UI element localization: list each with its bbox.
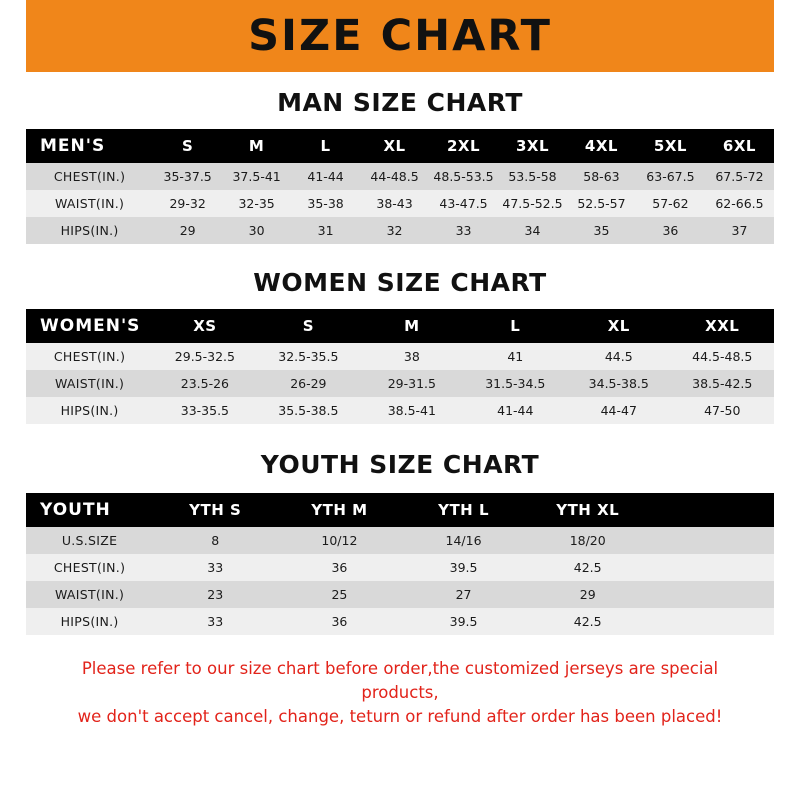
table-cell: 34 <box>498 217 567 244</box>
header-cell: L <box>464 309 567 343</box>
table-row <box>26 217 774 244</box>
table-row <box>26 608 774 635</box>
table-cell: 34.5-38.5 <box>567 370 670 397</box>
table-cell: 53.5-58 <box>498 163 567 190</box>
header-cell: S <box>257 309 360 343</box>
header-cell: M <box>360 309 463 343</box>
table-cell: 44.5 <box>567 343 670 370</box>
table-cell: 8 <box>153 527 277 554</box>
table-row <box>26 370 774 397</box>
header-cell: 2XL <box>429 129 498 163</box>
table-cell: 41-44 <box>464 397 567 424</box>
table-header-row <box>26 129 774 163</box>
table-cell: 39.5 <box>401 554 525 581</box>
table-cell: 32-35 <box>222 190 291 217</box>
table-cell: 36 <box>277 608 401 635</box>
table-cell: 67.5-72 <box>705 163 774 190</box>
header-cell: YTH S <box>153 493 277 527</box>
table-cell: 33 <box>153 608 277 635</box>
page-title: SIZE CHART <box>248 10 552 61</box>
footnote <box>26 657 774 729</box>
table-cell: 44.5-48.5 <box>671 343 775 370</box>
header-cell: YTH XL <box>526 493 650 527</box>
table-cell: 36 <box>277 554 401 581</box>
table-cell: 44-48.5 <box>360 163 429 190</box>
row-label: HIPS(IN.) <box>26 217 153 244</box>
table-row <box>26 190 774 217</box>
header-cell: XS <box>153 309 256 343</box>
header-cell: L <box>291 129 360 163</box>
table-cell: 47.5-52.5 <box>498 190 567 217</box>
table-cell: 29.5-32.5 <box>153 343 256 370</box>
table-cell: 29 <box>526 581 650 608</box>
header-cell: 4XL <box>567 129 636 163</box>
table-cell: 35 <box>567 217 636 244</box>
table-cell: 41-44 <box>291 163 360 190</box>
table-cell: 29 <box>153 217 222 244</box>
table-cell: 23.5-26 <box>153 370 256 397</box>
row-label: HIPS(IN.) <box>26 397 153 424</box>
table-cell: 63-67.5 <box>636 163 705 190</box>
women-size-table <box>26 309 774 424</box>
header-cell: XL <box>567 309 670 343</box>
header-cell: MEN'S <box>26 129 153 163</box>
header-cell: 3XL <box>498 129 567 163</box>
header-cell: YTH L <box>401 493 525 527</box>
table-cell: 41 <box>464 343 567 370</box>
table-cell: 38.5-42.5 <box>671 370 775 397</box>
table-cell: 57-62 <box>636 190 705 217</box>
table-cell: 42.5 <box>526 554 650 581</box>
row-label: CHEST(IN.) <box>26 343 153 370</box>
footnote-line-2: we don't accept cancel, change, teturn or refund after order has been placed! <box>77 706 723 726</box>
section-title-women: WOMEN SIZE CHART <box>253 268 547 297</box>
row-label: CHEST(IN.) <box>26 554 153 581</box>
table-cell: 48.5-53.5 <box>429 163 498 190</box>
table-cell: 14/16 <box>401 527 525 554</box>
table-row <box>26 581 774 608</box>
table-row <box>26 527 774 554</box>
header-cell: S <box>153 129 222 163</box>
header-cell: 6XL <box>705 129 774 163</box>
youth-size-table <box>26 493 774 635</box>
table-cell: 27 <box>401 581 525 608</box>
table-row <box>26 554 774 581</box>
footnote-line-1: Please refer to our size chart before order,the customized jerseys are special products, <box>81 659 719 702</box>
row-label: WAIST(IN.) <box>26 370 153 397</box>
table-cell: 36 <box>636 217 705 244</box>
table-cell: 25 <box>277 581 401 608</box>
row-label: CHEST(IN.) <box>26 163 153 190</box>
header-cell: YTH M <box>277 493 401 527</box>
table-cell: 31 <box>291 217 360 244</box>
table-cell: 37 <box>705 217 774 244</box>
section-title-youth: YOUTH SIZE CHART <box>260 450 540 479</box>
table-cell <box>650 527 774 554</box>
table-cell: 32 <box>360 217 429 244</box>
section-title-man: MAN SIZE CHART <box>277 88 523 117</box>
table-cell: 33-35.5 <box>153 397 256 424</box>
table-cell: 52.5-57 <box>567 190 636 217</box>
page-banner <box>0 0 800 72</box>
table-cell <box>650 554 774 581</box>
row-label: WAIST(IN.) <box>26 581 153 608</box>
table-cell: 62-66.5 <box>705 190 774 217</box>
table-cell: 47-50 <box>671 397 775 424</box>
row-label: U.S.SIZE <box>26 527 153 554</box>
header-cell: 5XL <box>636 129 705 163</box>
table-row <box>26 397 774 424</box>
table-cell: 29-31.5 <box>360 370 463 397</box>
table-row <box>26 163 774 190</box>
table-cell: 35.5-38.5 <box>257 397 360 424</box>
table-row <box>26 343 774 370</box>
table-cell: 23 <box>153 581 277 608</box>
table-cell: 18/20 <box>526 527 650 554</box>
table-cell <box>650 608 774 635</box>
chart-content <box>0 88 800 729</box>
table-cell: 43-47.5 <box>429 190 498 217</box>
table-cell: 29-32 <box>153 190 222 217</box>
table-cell: 58-63 <box>567 163 636 190</box>
table-cell: 37.5-41 <box>222 163 291 190</box>
header-cell <box>650 493 774 527</box>
table-cell: 30 <box>222 217 291 244</box>
table-cell: 35-37.5 <box>153 163 222 190</box>
table-cell: 44-47 <box>567 397 670 424</box>
table-cell: 38.5-41 <box>360 397 463 424</box>
header-cell: M <box>222 129 291 163</box>
table-header-row <box>26 493 774 527</box>
table-cell: 38 <box>360 343 463 370</box>
table-cell: 26-29 <box>257 370 360 397</box>
man-size-table <box>26 129 774 244</box>
header-cell: WOMEN'S <box>26 309 153 343</box>
table-cell: 33 <box>153 554 277 581</box>
header-cell: XXL <box>671 309 775 343</box>
table-cell: 33 <box>429 217 498 244</box>
table-cell: 42.5 <box>526 608 650 635</box>
table-cell: 10/12 <box>277 527 401 554</box>
header-cell: XL <box>360 129 429 163</box>
table-cell: 32.5-35.5 <box>257 343 360 370</box>
row-label: WAIST(IN.) <box>26 190 153 217</box>
table-cell <box>650 581 774 608</box>
table-cell: 31.5-34.5 <box>464 370 567 397</box>
table-cell: 39.5 <box>401 608 525 635</box>
row-label: HIPS(IN.) <box>26 608 153 635</box>
table-cell: 35-38 <box>291 190 360 217</box>
header-cell: YOUTH <box>26 493 153 527</box>
table-cell: 38-43 <box>360 190 429 217</box>
table-header-row <box>26 309 774 343</box>
